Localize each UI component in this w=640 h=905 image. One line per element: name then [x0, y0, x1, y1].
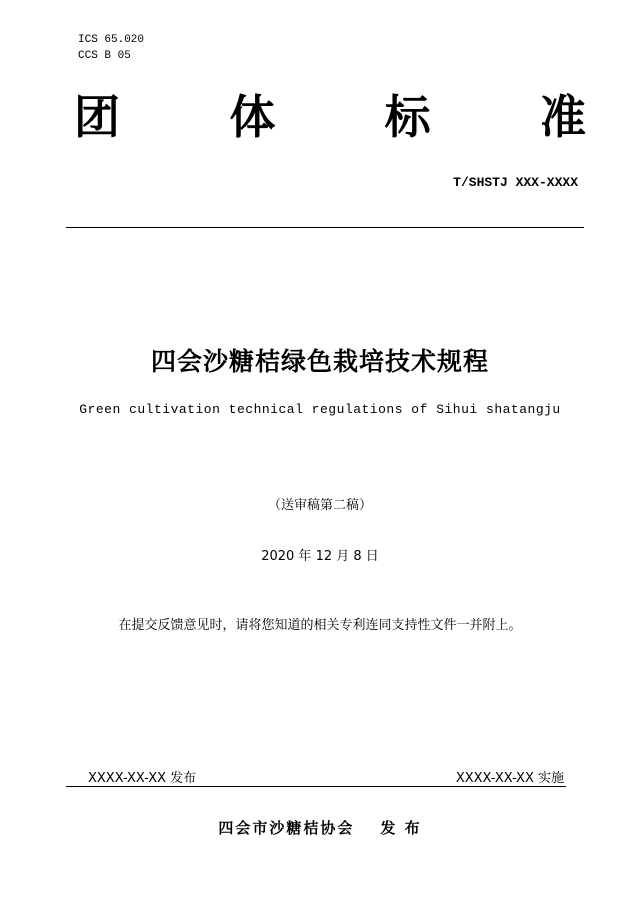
category-char: 准: [539, 90, 586, 144]
category-char: 标: [384, 90, 431, 144]
standard-category-title: [74, 84, 586, 144]
ics-code: ICS 65.020: [78, 34, 145, 46]
document-title-english: Green cultivation technical regulations of Sihui shatangju: [79, 402, 561, 417]
draft-date: 2020 年 12 月 8 日: [261, 549, 379, 564]
footer-divider: [66, 786, 566, 787]
classification-codes: [78, 32, 144, 64]
draft-status: （送审稿第二稿）: [267, 498, 372, 513]
header-divider: [66, 227, 584, 228]
standard-number: T/SHSTJ XXX-XXXX: [453, 175, 578, 190]
ccs-code: CCS B 05: [78, 50, 131, 62]
issue-word: 发 布: [380, 819, 422, 837]
document-title: 四会沙糖桔绿色栽培技术规程: [150, 347, 489, 376]
issuer-name: 四会市沙糖桔协会: [218, 819, 355, 837]
publish-date: XXXX-XX-XX 发布: [88, 771, 197, 786]
patent-notice: 在提交反馈意见时，请将您知道的相关专利连同支持性文件一并附上。: [118, 618, 522, 633]
category-char: 体: [229, 90, 276, 144]
category-char: 团: [74, 90, 120, 144]
implement-date: XXXX-XX-XX 实施: [455, 771, 564, 786]
issuer-line: [0, 817, 640, 838]
